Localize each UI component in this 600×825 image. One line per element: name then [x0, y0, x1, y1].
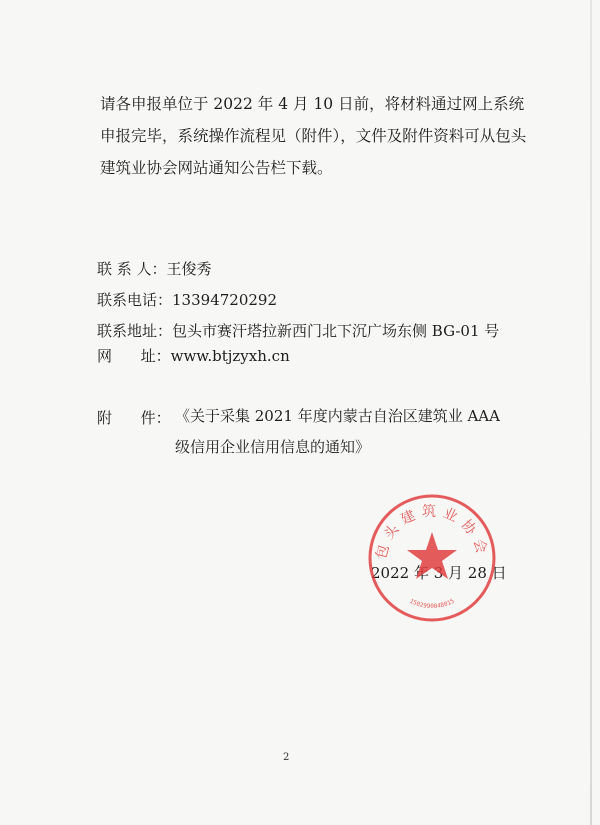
contact-person-value: 王俊秀: [166, 260, 212, 278]
attachment-label: 附 件：: [97, 409, 171, 427]
contact-phone-label: 联系电话：: [97, 291, 173, 309]
seal-star-icon: [407, 532, 457, 579]
seal-serial: 1502990048015: [408, 597, 456, 611]
attachment-row: [97, 407, 500, 456]
contact-person-label: 联 系 人：: [97, 260, 167, 278]
paragraph-line: 申报完毕，系统操作流程见（附件），文件及附件资料可从包头: [100, 127, 527, 145]
contact-website-row: [97, 345, 290, 366]
contact-address-value: 包头市赛汗塔拉新西门北下沉广场东侧 BG-01 号: [172, 322, 500, 340]
body-paragraph: [100, 88, 527, 184]
page-number: 2: [283, 752, 290, 763]
paragraph-line: 建筑业协会网站通知公告栏下载。: [100, 159, 333, 177]
paragraph-line: 请各申报单位于 2022 年 4 月 10 日前，将材料通过网上系统: [100, 95, 525, 113]
contact-address-label: 联系地址：: [97, 322, 173, 340]
page-edge: [590, 0, 592, 825]
contact-person-row: [97, 258, 212, 279]
contact-phone-row: [97, 289, 277, 310]
contact-website-label: 网 址：: [97, 347, 171, 365]
seal-text: 包头建筑业协会: [373, 504, 491, 561]
contact-phone-value: 13394720292: [172, 291, 277, 309]
contact-address-row: [97, 320, 499, 341]
attachment-value: 《关于采集 2021 年度内蒙古自治区建筑业 AAA 级信用企业信用信息的通知》: [175, 407, 500, 456]
official-seal: [366, 492, 498, 624]
issue-date: 2022 年 3 月 28 日: [371, 564, 507, 582]
contact-website-value: www.btjzyxh.cn: [170, 347, 290, 365]
